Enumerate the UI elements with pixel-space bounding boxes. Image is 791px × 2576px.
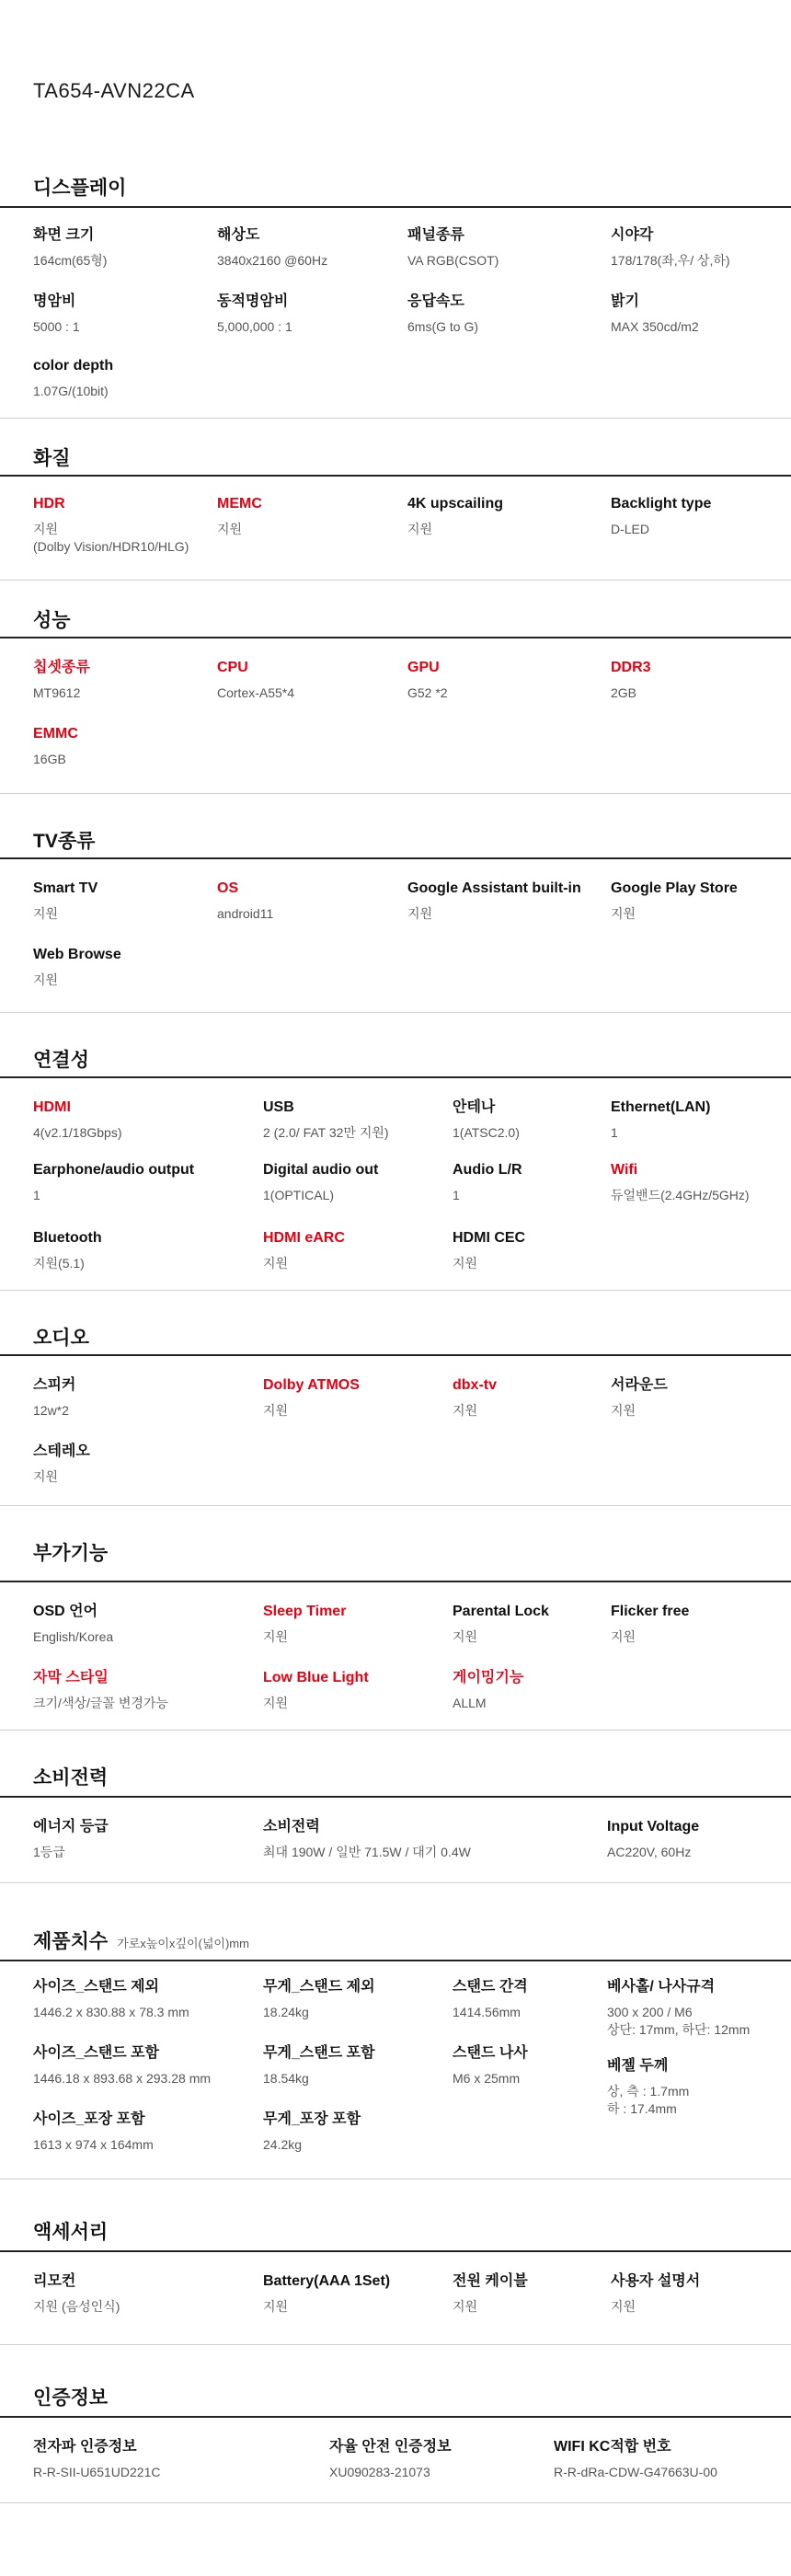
spec-item — [607, 1818, 791, 1861]
spec-value: ALLM — [453, 1696, 487, 1710]
spec-item — [407, 495, 601, 538]
spec-label: dbx-tv — [453, 1377, 497, 1393]
spec-label: 동적명암비 — [217, 293, 289, 309]
spec-item — [407, 880, 601, 923]
spec-value: 1.07G/(10bit) — [33, 384, 109, 398]
section-end-divider — [0, 418, 791, 419]
spec-value: 지원 — [611, 1403, 636, 1418]
spec-value: 18.24kg — [263, 2005, 309, 2019]
spec-item — [263, 2272, 456, 2316]
spec-label: 명암비 — [33, 293, 76, 309]
spec-value: 지원(5.1) — [33, 1256, 85, 1271]
section-end-divider — [0, 1505, 791, 1506]
spec-value: 지원 — [33, 1469, 59, 1484]
spec-label: 스피커 — [33, 1377, 76, 1393]
spec-value: MAX 350cd/m2 — [611, 319, 699, 334]
spec-item — [33, 725, 226, 768]
spec-label: OS — [217, 880, 239, 896]
spec-value: 1(OPTICAL) — [263, 1188, 335, 1202]
spec-label: HDR — [33, 496, 65, 512]
spec-item — [611, 1603, 791, 1646]
spec-item — [453, 1669, 646, 1712]
section-divider — [0, 206, 791, 208]
spec-label: DDR3 — [611, 660, 651, 675]
spec-label: Sleep Timer — [263, 1604, 347, 1619]
spec-value: 1 — [453, 1188, 460, 1202]
spec-value: 12w*2 — [33, 1403, 69, 1418]
spec-item — [33, 946, 226, 989]
spec-item — [263, 1818, 567, 1861]
spec-item — [33, 2044, 258, 2087]
section-title-accessory: 액세서리 — [33, 2222, 109, 2243]
spec-value: 5000 : 1 — [33, 319, 80, 334]
spec-item — [217, 880, 410, 923]
spec-value: 지원 — [263, 1629, 289, 1644]
spec-value: 지원 — [407, 906, 433, 921]
spec-label: GPU — [407, 660, 440, 675]
spec-label: 스탠드 간격 — [453, 1979, 528, 1995]
spec-value: VA RGB(CSOT) — [407, 253, 499, 268]
spec-label: Input Voltage — [607, 1819, 700, 1834]
spec-value: XU090283-21073 — [329, 2465, 430, 2479]
spec-item — [453, 1229, 646, 1272]
spec-label: Wifi — [611, 1162, 638, 1178]
spec-value: 지원 — [33, 906, 59, 921]
spec-value: R-R-SII-U651UD221C — [33, 2465, 161, 2479]
spec-label: 사이즈_포장 포함 — [33, 2111, 145, 2127]
spec-value: 24.2kg — [263, 2137, 303, 2152]
spec-value: R-R-dRa-CDW-G47663U-00 — [554, 2465, 717, 2479]
section-divider — [0, 2416, 791, 2418]
spec-value: 16GB — [33, 752, 66, 766]
section-title-display: 디스플레이 — [33, 178, 127, 199]
spec-value: 지원 — [453, 1403, 478, 1418]
spec-label: 응답속도 — [407, 293, 464, 309]
section-end-divider — [0, 793, 791, 794]
spec-label: OSD 언어 — [33, 1604, 98, 1619]
spec-label: 소비전력 — [263, 1819, 320, 1834]
spec-item — [611, 1098, 791, 1142]
spec-label: Backlight type — [611, 496, 712, 512]
spec-label: 화면 크기 — [33, 227, 95, 243]
spec-label: USB — [263, 1099, 294, 1115]
spec-value: 1 — [611, 1125, 618, 1140]
spec-item — [611, 659, 791, 702]
spec-label: 전자파 인증정보 — [33, 2439, 137, 2455]
spec-item — [33, 659, 226, 702]
spec-label: 무게_포장 포함 — [263, 2111, 361, 2127]
section-subtitle: 가로x높이x깊이(넓이)mm — [117, 1937, 249, 1950]
spec-label: 패널종류 — [407, 227, 464, 243]
section-end-divider — [0, 2344, 791, 2345]
section-divider — [0, 1960, 791, 1961]
spec-value: 지원 — [453, 2299, 478, 2314]
spec-item — [33, 2438, 309, 2481]
spec-item — [33, 1098, 226, 1142]
spec-label: 베사홀/ 나사규격 — [607, 1979, 716, 1995]
spec-value: 지원 — [263, 2299, 289, 2314]
spec-value: 지원 — [611, 906, 636, 921]
spec-label: CPU — [217, 660, 248, 675]
spec-item — [607, 1978, 782, 2039]
spec-item — [263, 2110, 456, 2154]
spec-label: 전원 케이블 — [453, 2273, 528, 2289]
spec-item — [33, 2272, 226, 2316]
spec-item — [263, 1376, 456, 1420]
spec-label: Flicker free — [611, 1604, 690, 1619]
spec-item — [329, 2438, 550, 2481]
spec-label: 무게_스탠드 포함 — [263, 2045, 375, 2061]
spec-value: 최대 190W / 일반 71.5W / 대기 0.4W — [263, 1845, 471, 1859]
section-title-picture: 화질 — [33, 448, 71, 469]
spec-label: EMMC — [33, 726, 78, 742]
section-title-audio: 오디오 — [33, 1328, 89, 1349]
spec-value: G52 *2 — [407, 685, 448, 700]
spec-value: 크기/색상/글꼴 변경가능 — [33, 1696, 168, 1710]
spec-label: 자율 안전 인증정보 — [329, 2439, 452, 2455]
spec-item — [263, 2044, 456, 2087]
spec-label: Bluetooth — [33, 1230, 102, 1246]
spec-label: Parental Lock — [453, 1604, 549, 1619]
spec-item — [33, 226, 226, 270]
spec-label: HDMI eARC — [263, 1230, 345, 1246]
spec-label: 자막 스타일 — [33, 1670, 109, 1685]
spec-item — [217, 659, 410, 702]
spec-value: 3840x2160 @60Hz — [217, 253, 328, 268]
spec-label: 리모컨 — [33, 2273, 76, 2289]
spec-label: 밝기 — [611, 293, 639, 309]
spec-label: Google Play Store — [611, 880, 738, 896]
spec-item — [33, 2110, 254, 2154]
spec-value: 지원 (Dolby Vision/HDR10/HLG) — [33, 522, 189, 554]
section-end-divider — [0, 1012, 791, 1013]
spec-value: 5,000,000 : 1 — [217, 319, 292, 334]
spec-value: MT9612 — [33, 685, 81, 700]
spec-label: WIFI KC적합 번호 — [554, 2439, 671, 2455]
spec-value: 지원 — [263, 1696, 289, 1710]
spec-item — [33, 1603, 226, 1646]
spec-label: Dolby ATMOS — [263, 1377, 360, 1393]
spec-item — [33, 1978, 254, 2021]
spec-item — [217, 226, 410, 270]
spec-value: M6 x 25mm — [453, 2071, 521, 2086]
section-end-divider — [0, 1290, 791, 1291]
spec-item — [33, 293, 226, 336]
spec-label: 해상도 — [217, 227, 260, 243]
spec-value: 1 — [33, 1188, 40, 1202]
spec-label: 안테나 — [453, 1099, 496, 1115]
spec-label: 스탠드 나사 — [453, 2045, 528, 2061]
spec-item — [217, 495, 410, 538]
spec-item — [611, 1161, 791, 1204]
spec-value: 지원 — [453, 1256, 478, 1271]
spec-value: 18.54kg — [263, 2071, 309, 2086]
spec-item — [611, 880, 791, 923]
spec-item — [611, 2272, 791, 2316]
spec-item — [33, 1443, 226, 1486]
section-divider — [0, 1076, 791, 1078]
spec-label: Digital audio out — [263, 1162, 379, 1178]
spec-value: 지원 — [611, 1629, 636, 1644]
spec-item — [33, 1376, 226, 1420]
section-title-extra: 부가기능 — [33, 1543, 109, 1564]
section-title-text: 제품치수 — [33, 1931, 109, 1952]
section-divider — [0, 1354, 791, 1356]
section-title-dimensions — [33, 1926, 249, 1954]
section-end-divider — [0, 1730, 791, 1731]
spec-label: Smart TV — [33, 880, 98, 896]
spec-value: 1등급 — [33, 1845, 65, 1859]
spec-value: 지원 — [263, 1256, 289, 1271]
spec-label: 무게_스탠드 제외 — [263, 1979, 375, 1995]
section-title-connectivity: 연결성 — [33, 1050, 89, 1071]
section-title-performance: 성능 — [33, 610, 71, 631]
spec-value: Cortex-A55*4 — [217, 685, 295, 700]
section-title-tv: TV종류 — [33, 831, 96, 852]
section-divider — [0, 1581, 791, 1582]
spec-item — [263, 1669, 456, 1712]
spec-value: 1446.2 x 830.88 x 78.3 mm — [33, 2005, 189, 2019]
spec-value: 1613 x 974 x 164mm — [33, 2137, 154, 2152]
spec-item — [611, 293, 791, 336]
spec-label: HDMI CEC — [453, 1230, 526, 1246]
spec-label: 서라운드 — [611, 1377, 668, 1393]
spec-item — [554, 2438, 784, 2481]
section-divider — [0, 1796, 791, 1798]
spec-value: 4(v2.1/18Gbps) — [33, 1125, 122, 1140]
spec-value: 2 (2.0/ FAT 32만 지원) — [263, 1125, 389, 1140]
spec-item — [263, 1978, 456, 2021]
section-title-certification: 인증정보 — [33, 2387, 109, 2409]
spec-label: Google Assistant built-in — [407, 880, 581, 896]
spec-label: Earphone/audio output — [33, 1162, 195, 1178]
spec-value: 2GB — [611, 685, 637, 700]
spec-value: 1414.56mm — [453, 2005, 521, 2019]
section-title-power: 소비전력 — [33, 1767, 109, 1788]
spec-value: 상, 측 : 1.7mm 하 : 17.4mm — [607, 2084, 690, 2116]
spec-value: 듀얼밴드(2.4GHz/5GHz) — [611, 1188, 750, 1202]
spec-item — [611, 226, 791, 270]
spec-item — [263, 1229, 456, 1272]
spec-label: 사이즈_스탠드 제외 — [33, 1979, 159, 1995]
spec-value: 1(ATSC2.0) — [453, 1125, 520, 1140]
spec-item — [407, 226, 601, 270]
section-end-divider — [0, 2502, 791, 2503]
section-end-divider — [0, 1882, 791, 1883]
spec-label: Battery(AAA 1Set) — [263, 2273, 391, 2289]
spec-label: 칩셋종류 — [33, 660, 90, 675]
spec-label: HDMI — [33, 1099, 71, 1115]
section-divider — [0, 857, 791, 859]
spec-value: 300 x 200 / M6 상단: 17mm, 하단: 12mm — [607, 2005, 751, 2037]
spec-value: 1446.18 x 893.68 x 293.28 mm — [33, 2071, 212, 2086]
spec-value: 지원 — [263, 1403, 289, 1418]
spec-item — [33, 1229, 226, 1272]
spec-item — [263, 1603, 456, 1646]
spec-item — [607, 2057, 782, 2118]
spec-item — [407, 659, 601, 702]
spec-value: 지원 (음성인식) — [33, 2299, 120, 2314]
spec-label: 사이즈_스탠드 포함 — [33, 2045, 159, 2061]
spec-label: color depth — [33, 358, 114, 374]
spec-label: Low Blue Light — [263, 1670, 369, 1685]
spec-label: 사용자 설명서 — [611, 2273, 701, 2289]
spec-label: 스테레오 — [33, 1443, 90, 1459]
spec-item — [263, 1098, 456, 1142]
spec-value: English/Korea — [33, 1629, 114, 1644]
spec-label: 시야각 — [611, 227, 654, 243]
spec-item — [33, 357, 226, 400]
spec-label: 게이밍기능 — [453, 1670, 524, 1685]
spec-value: 178/178(좌,우/ 상,하) — [611, 253, 730, 268]
section-divider — [0, 637, 791, 638]
spec-item — [263, 1161, 456, 1204]
section-divider — [0, 475, 791, 477]
model-title: TA654-AVN22CA — [33, 79, 195, 102]
spec-value: 지원 — [217, 522, 243, 536]
spec-label: Audio L/R — [453, 1162, 522, 1178]
spec-item — [611, 1376, 791, 1420]
spec-value: android11 — [217, 906, 274, 921]
spec-label: 4K upscailing — [407, 496, 504, 512]
section-end-divider — [0, 580, 791, 581]
spec-item — [217, 293, 410, 336]
spec-value: 지원 — [33, 972, 59, 987]
section-divider — [0, 2250, 791, 2252]
spec-value: 지원 — [611, 2299, 636, 2314]
spec-item — [33, 1161, 226, 1204]
spec-item — [33, 880, 226, 923]
spec-value: AC220V, 60Hz — [607, 1845, 692, 1859]
spec-value: 6ms(G to G) — [407, 319, 479, 334]
spec-item — [33, 495, 226, 556]
spec-value: 지원 — [453, 1629, 478, 1644]
spec-label: Ethernet(LAN) — [611, 1099, 711, 1115]
spec-label: 에너지 등급 — [33, 1819, 109, 1834]
spec-item — [33, 1669, 226, 1712]
spec-value: D-LED — [611, 522, 650, 536]
spec-label: 베젤 두께 — [607, 2058, 669, 2074]
spec-label: MEMC — [217, 496, 262, 512]
spec-value: 지원 — [407, 522, 433, 536]
spec-item — [611, 495, 791, 538]
spec-item — [407, 293, 601, 336]
spec-label: Web Browse — [33, 947, 121, 962]
spec-value: 164cm(65형) — [33, 253, 108, 268]
spec-item — [33, 1818, 226, 1861]
